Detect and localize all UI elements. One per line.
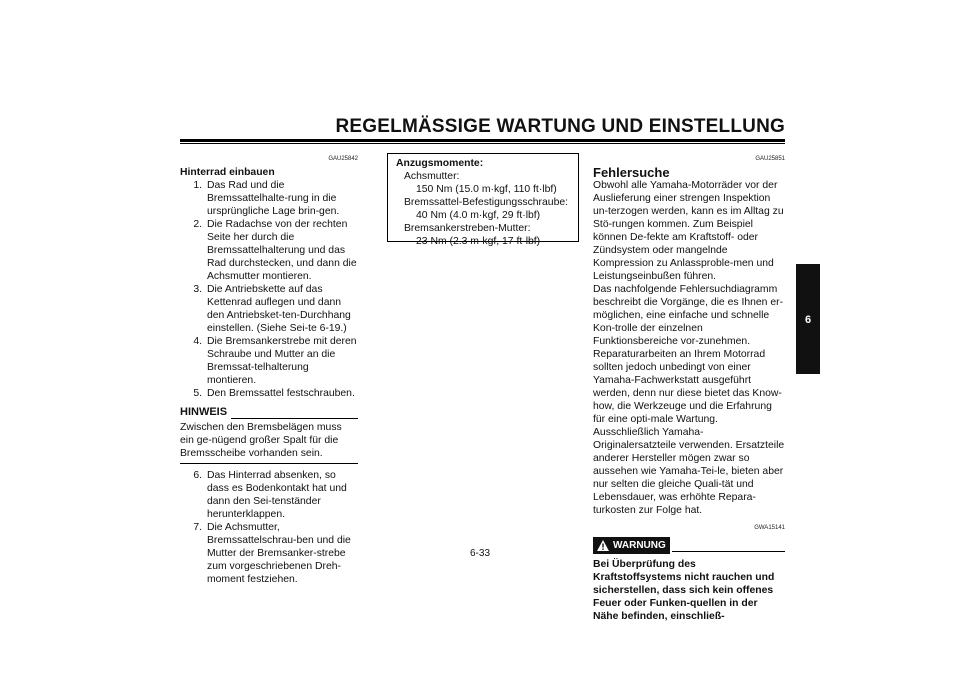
paragraphs bbox=[593, 179, 785, 517]
note-label: HINWEIS bbox=[180, 406, 228, 418]
left-column bbox=[180, 153, 358, 586]
torque-box bbox=[387, 153, 579, 247]
step-text: Die Antriebskette auf das Kettenrad auflegen und dann den Antriebsket-ten-Durchhang einstellen. (Siehe Sei-te 6-19.) bbox=[207, 284, 351, 334]
note-text: Zwischen den Bremsbelägen muss ein ge-nügend großer Spalt für die Bremsscheibe vorhanden sein. bbox=[180, 422, 342, 459]
torque-item-value: 23 Nm (2.3 m·kgf, 17 ft·lbf) bbox=[416, 236, 541, 247]
warning-rule bbox=[672, 539, 785, 552]
note-rule bbox=[231, 410, 358, 419]
list-item bbox=[180, 335, 358, 387]
list-item bbox=[180, 521, 358, 586]
torque-list bbox=[396, 170, 570, 248]
list-item bbox=[180, 283, 358, 335]
step-number: 6. bbox=[193, 470, 202, 481]
note-header bbox=[180, 406, 358, 419]
step-text: Die Achsmutter, Bremssattelschrau-ben und die Mutter der Bremsanker-strebe zum vorgeschriebenen Dreh-moment festziehen. bbox=[207, 522, 351, 585]
paragraph: Ausschließlich Yamaha-Originalersatzteile verwenden. Ersatzteile anderer Hersteller mögen zwar so aussehen wie Yamaha-Tei-le, bieten aber nur selten die gleiche Quali-tät und Lebensdauer, was erhöhte Repara-turkosten zur Folge hat. bbox=[593, 427, 785, 516]
step-text: Das Rad und die Bremssattelhalte-rung in die ursprüngliche Lage brin-gen. bbox=[207, 180, 340, 217]
chapter-tab bbox=[796, 264, 820, 374]
note-end-rule bbox=[180, 463, 358, 464]
list-item bbox=[180, 387, 358, 400]
torque-item-name: Bremssattel-Befestigungsschraube: bbox=[404, 197, 569, 208]
list-item bbox=[180, 469, 358, 521]
section-code: GAU25851 bbox=[755, 156, 785, 162]
warning-code: GWA15141 bbox=[754, 525, 785, 531]
step-number: 5. bbox=[193, 388, 202, 399]
title-rule-thin bbox=[180, 143, 785, 144]
step-text: Die Bremsankerstrebe mit deren Schraube und Mutter an die Bremssat-telhalterung montieren. bbox=[207, 336, 357, 386]
list-item bbox=[180, 179, 358, 218]
step-number: 4. bbox=[193, 336, 202, 347]
title-rule bbox=[180, 139, 785, 142]
warning-badge bbox=[593, 537, 670, 554]
paragraph: Das nachfolgende Fehlersuchdiagramm beschreibt die Vorgänge, die es Ihnen er-möglichen, eine einfache und schnelle Kon-trolle der einzelnen Funktionsbereiche vor-zunehmen. Reparaturarbeiten an Ihrem Motorrad sollten jedoch unbedingt von einer Yamaha-Fachwerkstatt ausgeführt werden, denn nur diese bietet das Know-how, die Werkzeuge und die Erfahrung für eine opti-male Wartung. bbox=[593, 284, 784, 425]
page-title: REGELMÄSSIGE WARTUNG UND EINSTELLUNG bbox=[335, 116, 785, 137]
torque-title: Anzugsmomente: bbox=[396, 158, 484, 169]
section-heading: Fehlersuche bbox=[593, 165, 670, 180]
step-list-continued bbox=[180, 469, 358, 586]
warning-header bbox=[593, 537, 785, 554]
torque-item-name: Bremsankerstreben-Mutter: bbox=[404, 223, 531, 234]
step-text: Das Hinterrad absenken, so dass es Bodenkontakt hat und dann den Sei-tenständer herunterklappen. bbox=[207, 470, 347, 520]
page-number: 6-33 bbox=[469, 548, 490, 559]
chapter-number: 6 bbox=[804, 314, 812, 326]
step-text: Den Bremssattel festschrauben. bbox=[207, 388, 355, 399]
torque-item-value: 40 Nm (4.0 m·kgf, 29 ft·lbf) bbox=[416, 210, 541, 221]
step-list bbox=[180, 179, 358, 400]
warning-text: Bei Überprüfung des Kraftstoffsystems nicht rauchen und sicherstellen, dass sich kein offenes Feuer oder Funken-quellen in der Nähe befinden, einschließ- bbox=[593, 559, 775, 622]
step-number: 2. bbox=[193, 219, 202, 230]
list-item bbox=[180, 218, 358, 283]
warning-triangle-icon bbox=[597, 540, 609, 551]
step-text: Die Radachse von der rechten Seite her durch die Bremssattelhalterung und das Rad durchstecken, und dann die Achsmutter montieren. bbox=[207, 219, 357, 282]
step-number: 7. bbox=[193, 522, 202, 533]
torque-item-value: 150 Nm (15.0 m·kgf, 110 ft·lbf) bbox=[416, 184, 557, 195]
section-heading: Hinterrad einbauen bbox=[180, 167, 275, 178]
right-column bbox=[593, 153, 785, 623]
section-code: GAU25842 bbox=[328, 156, 358, 162]
step-number: 3. bbox=[193, 284, 202, 295]
step-number: 1. bbox=[193, 180, 202, 191]
warning-label: WARNUNG bbox=[613, 540, 666, 551]
paragraph: Obwohl alle Yamaha-Motorräder vor der Auslieferung einer strengen Inspektion un-terzogen werden, kann es im Alltag zu Stö-rungen kommen. Zum Beispiel können De-fekte am Kraftstoff- oder Zündsystem oder mangelnde Kompression zu Anlassproble-men und Leistungseinbußen führen. bbox=[593, 180, 784, 282]
torque-item-name: Achsmutter: bbox=[404, 171, 460, 182]
